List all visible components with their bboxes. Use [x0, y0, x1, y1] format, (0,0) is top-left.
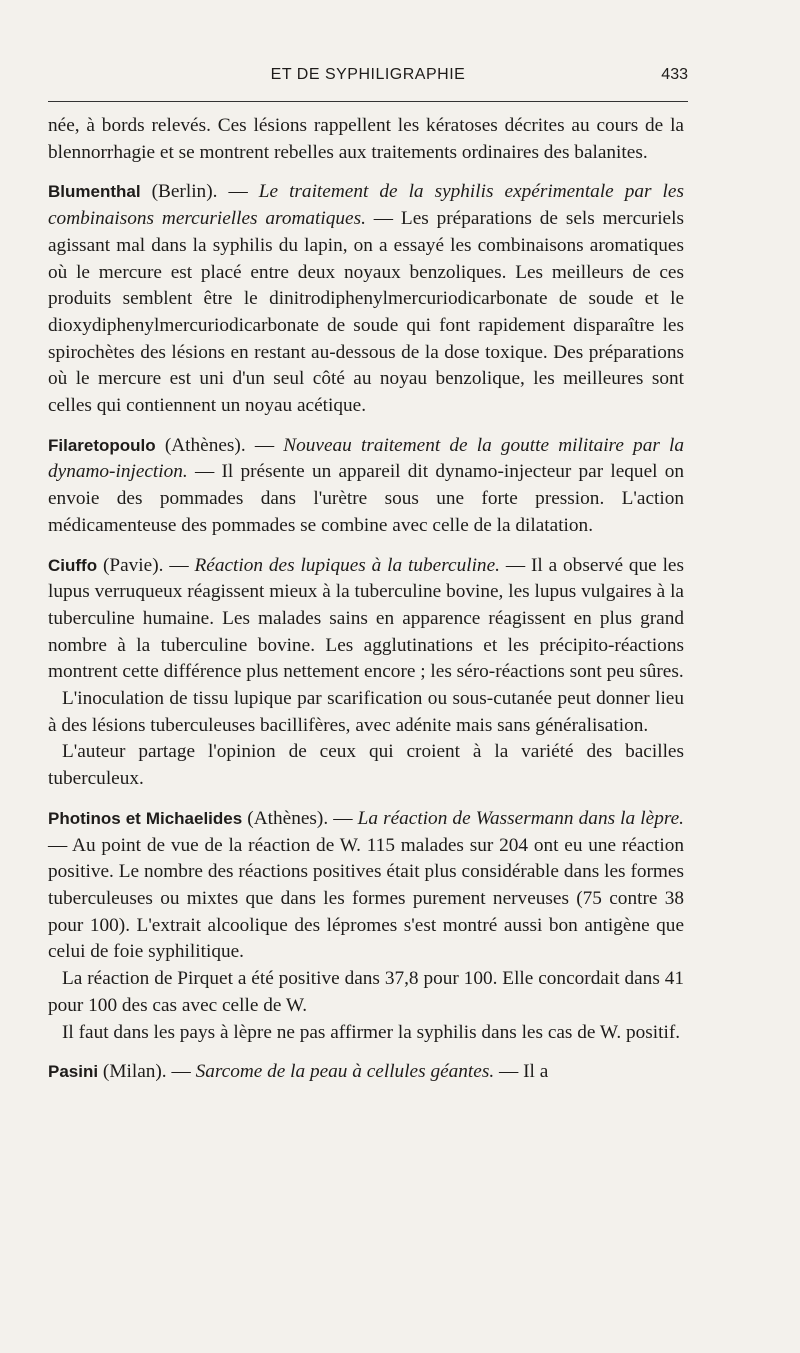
author-place: (Milan). —: [98, 1061, 196, 1083]
entry-pasini: [48, 1059, 684, 1086]
paragraph: Il faut dans les pays à lèpre ne pas affirmer la syphilis dans les cas de W. positif.: [62, 1021, 681, 1043]
author-name: Filaretopoulo: [48, 435, 156, 455]
entry-text: — Il a observé que les lupus verruqueux réagissent mieux à la tuberculine bovine, les lupus vulgaires à la tuberculine humaine. Les malades sains en apparence réagissent en plus grand nombre à la tuberculine bovine. Les agglutinations et les précipito-réactions montrent cette différence plus nettement encore ; les séro-réactions sont peu sûres.: [48, 554, 684, 683]
article-title: Sarcome de la peau à cellules géantes.: [195, 1061, 495, 1083]
author-place: (Athènes). —: [155, 434, 284, 456]
paragraph: La réaction de Pirquet a été positive dans 37,8 pour 100. Elle concordait dans 41 pour 100 des cas avec celle de W.: [48, 968, 684, 1016]
paragraph: L'auteur partage l'opinion de ceux qui croient à la variété des bacilles tuberculeux.: [48, 741, 684, 790]
author-name: Pasini: [48, 1062, 99, 1082]
author-place: (Pavie). —: [97, 554, 195, 576]
entry-blumenthal: [48, 179, 684, 419]
entry-text: — Au point de vue de la réaction de W. 115 malades sur 204 ont eu une réaction positive. Le nombre des réactions positives était plus considérable dans les formes tuberculeuses ou mixtes que dans les formes purement nerveuses (75 contre 38 pour 100). L'extrait alcoolique des lépromes s'est montré aussi bon antigène que celui de foie syphilitique.: [48, 834, 684, 963]
paragraph-continuation: née, à bords relevés. Ces lésions rappellent les kératoses décrites au cours de la blennorrhagie et se montrent rebelles aux traitements ordinaires des balanites.: [48, 115, 684, 163]
running-head: [48, 62, 688, 92]
entry-ciuffo: [48, 553, 684, 687]
author-place: (Berlin). —: [140, 181, 259, 203]
author-name: Ciuffo: [48, 555, 98, 575]
entry-photinos: [48, 806, 684, 966]
article-title: Le traitement de la syphilis expérimentale par les combinaisons mercurielles aromatiques.: [48, 181, 684, 230]
author-name: Blumenthal: [48, 182, 141, 202]
page-number: 433: [661, 66, 688, 83]
entry-text: — Il présente un appareil dit dynamo-injecteur par lequel on envoie des pommades dans l'urètre sous une forte pression. L'action médicamenteuse des pommades se combine avec celle de la dilatation.: [48, 461, 684, 536]
paragraph: L'inoculation de tissu lupique par scarification ou sous-cutanée peut donner lieu à des lésions tuberculeuses bacillifères, avec adénite mais sans généralisation.: [48, 688, 684, 736]
running-title: ET DE SYPHILIGRAPHIE: [270, 66, 466, 83]
author-place: (Athènes). —: [242, 807, 358, 829]
article-title: Nouveau traitement de la goutte militaire par la dynamo-injection.: [48, 434, 684, 483]
article-title: La réaction de Wassermann dans la lèpre.: [357, 807, 684, 829]
author-name: Photinos et Michaelides: [48, 808, 243, 828]
body-text: [48, 113, 684, 1086]
article-title: Réaction des lupiques à la tuberculine.: [194, 554, 500, 576]
entry-text: — Il a: [494, 1061, 549, 1083]
entry-filaretopoulo: [48, 433, 684, 540]
header-rule: [48, 101, 688, 102]
entry-text: — Les préparations de sels mercuriels agissant mal dans la syphilis du lapin, on a essayé les combinaisons aromatiques où le mercure est placé entre deux noyaux benzoliques. Les meilleurs de ces produits semblent être le dinitrodiphenylmercuriodicarbonate de soude et le dioxydiphenylmercuriodicarbonate de soude qui font rapidement disparaître les spirochètes des lésions en restant au-dessous de la dose toxique. Des préparations où le mercure est uni d'un seul côté au noyau benzolique, les meilleures sont celles qui contiennent un noyau acétique.: [48, 208, 684, 417]
